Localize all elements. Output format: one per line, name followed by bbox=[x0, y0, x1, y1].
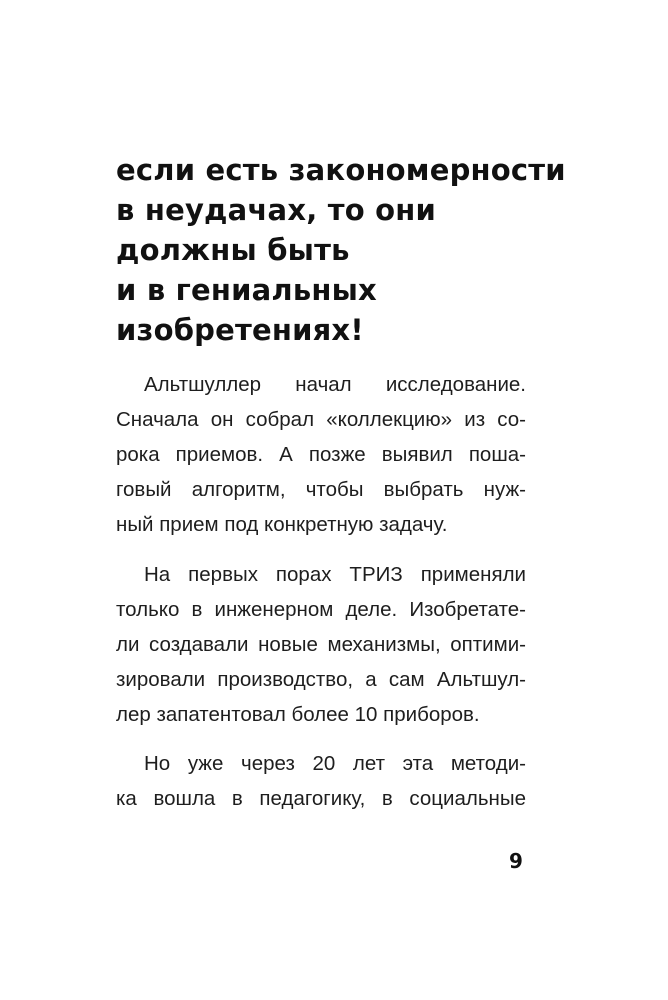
heading-line: должны быть bbox=[116, 233, 350, 267]
paragraph-2 bbox=[116, 557, 526, 732]
heading-line: и в гениальных bbox=[116, 273, 377, 307]
paragraph-line: Альтшуллер начал исследование. bbox=[144, 373, 526, 396]
paragraph-line: ка вошла в педагогику, в социальные bbox=[116, 787, 526, 810]
heading-line: если есть закономерности bbox=[116, 153, 566, 187]
paragraph-line: На первых порах ТРИЗ применяли bbox=[144, 563, 526, 586]
paragraph-line: только в инженерном деле. Изобретате- bbox=[116, 598, 526, 621]
heading-line: в неудачах, то они bbox=[116, 193, 437, 227]
paragraph-line: ли создавали новые механизмы, оптими- bbox=[116, 633, 526, 656]
paragraph-line: рока приемов. А позже выявил поша- bbox=[116, 443, 526, 466]
paragraph-line: ный прием под конкретную задачу. bbox=[116, 513, 448, 536]
paragraph-line: говый алгоритм, чтобы выбрать нуж- bbox=[116, 478, 526, 501]
paragraph-line: зировали производство, а сам Альтшул- bbox=[116, 668, 526, 691]
heading-line: изобретениях! bbox=[116, 313, 364, 347]
paragraph-line: лер запатентовал более 10 приборов. bbox=[116, 703, 480, 726]
page-number: 9 bbox=[509, 849, 523, 873]
paragraph-3 bbox=[116, 746, 526, 816]
paragraph-line: Но уже через 20 лет эта методи- bbox=[144, 752, 526, 775]
chapter-heading bbox=[116, 150, 566, 350]
paragraph-line: Сначала он собрал «коллекцию» из со- bbox=[116, 408, 526, 431]
paragraph-1 bbox=[116, 367, 526, 542]
